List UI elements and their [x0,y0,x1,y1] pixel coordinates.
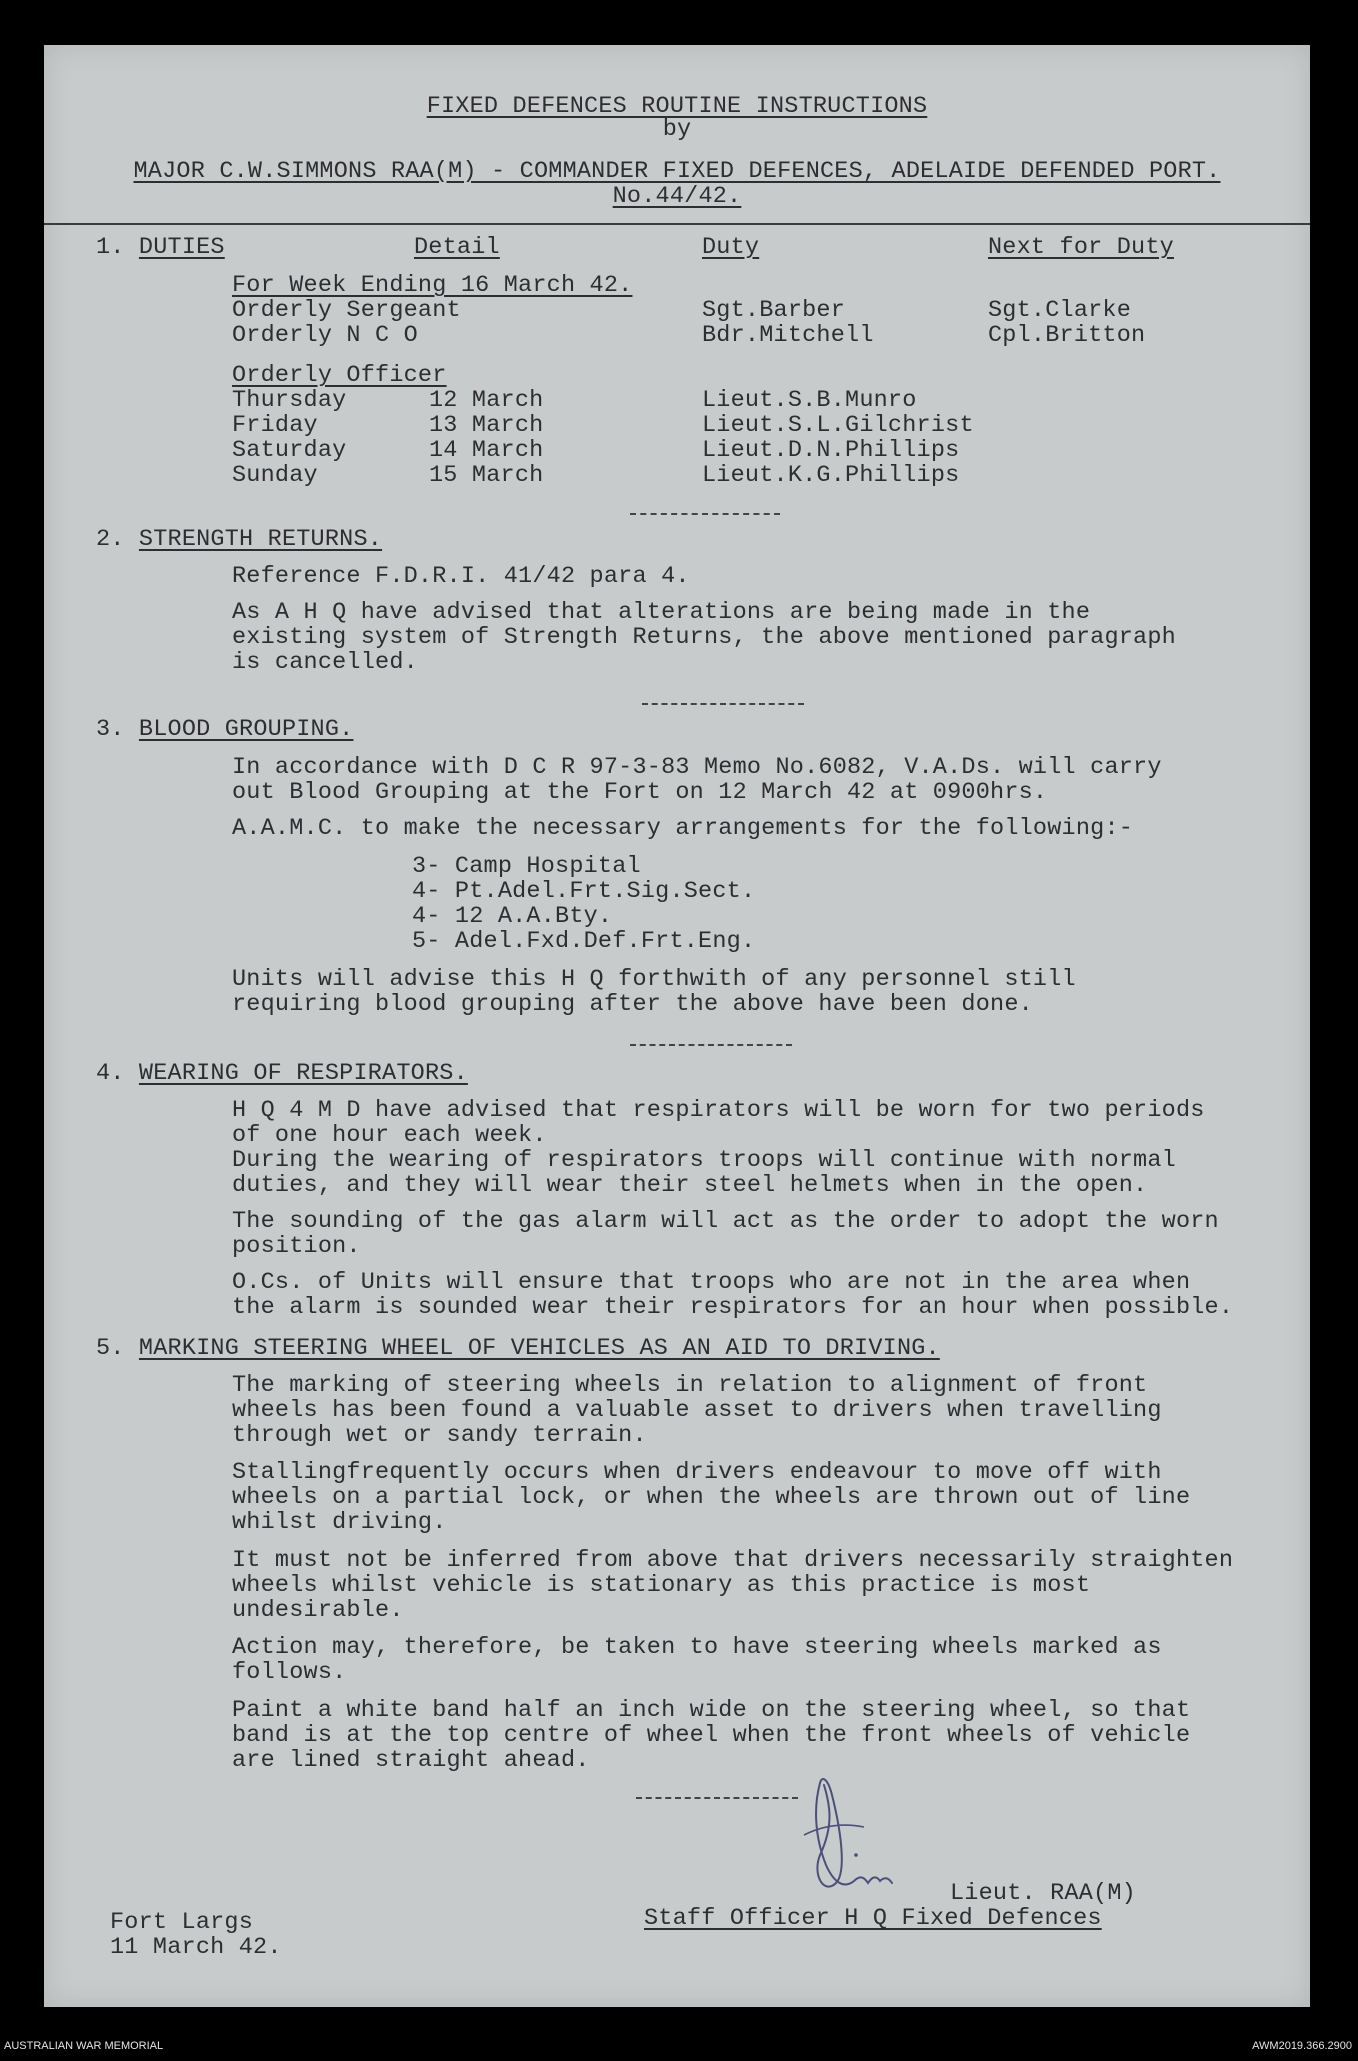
place-of-issue: Fort Largs [110,1909,254,1936]
steering-paragraph-line: band is at the top centre of wheel when the front wheels of vehicle [232,1722,1191,1749]
header-rule [44,223,1310,225]
officer-date: 13 March [429,412,544,439]
steering-paragraph-line: Action may, therefore, be taken to have steering wheels marked as [232,1634,1162,1661]
steering-paragraph-line: undesirable. [232,1597,404,1624]
section-separator [642,703,804,705]
strength-paragraph-line: is cancelled. [232,649,418,676]
section-separator [636,1797,798,1799]
steering-paragraph-line: follows. [232,1659,347,1686]
steering-paragraph-line: Paint a white band half an inch wide on the steering wheel, so that [232,1697,1191,1724]
blood-list-item: 3- Camp Hospital [412,853,641,880]
column-header-detail: Detail [414,234,500,261]
respirators-paragraph-line: O.Cs. of Units will ensure that troops who are not in the area when [232,1269,1191,1296]
officer-date: 14 March [429,437,544,464]
officer-date: 12 March [429,387,544,414]
respirators-paragraph-line: During the wearing of respirators troops will continue with normal [232,1147,1176,1174]
section-heading-respirators: 4. WEARING OF RESPIRATORS. [96,1060,468,1087]
archive-credit: AUSTRALIAN WAR MEMORIAL [4,2040,164,2052]
date-of-issue: 11 March 42. [110,1934,282,1961]
officer-day: Thursday [232,387,347,414]
signatory-rank: Lieut. RAA(M) [950,1880,1136,1907]
document-number: No.44/42. [612,183,742,210]
column-header-duty: Duty [702,234,760,261]
officer-name: Lieut.K.G.Phillips [702,462,960,489]
blood-list-item: 4- Pt.Adel.Frt.Sig.Sect. [412,878,756,905]
officer-day: Saturday [232,437,347,464]
blood-paragraph-line: requiring blood grouping after the above have been done. [232,991,1033,1018]
section-heading-duties: 1. DUTIES [96,234,225,261]
duties-heading-text: DUTIES [138,234,225,261]
officer-day: Sunday [232,462,318,489]
document-author: MAJOR C.W.SIMMONS RAA(M) - COMMANDER FIXED DEFENCES, ADELAIDE DEFENDED PORT. [133,158,1221,185]
blood-paragraph-line: Units will advise this H Q forthwith of any personnel still [232,966,1076,993]
respirators-paragraph-line: the alarm is sounded wear their respirators for an hour when possible. [232,1294,1234,1321]
section-heading-blood: 3. BLOOD GROUPING. [96,716,354,743]
respirators-paragraph-line: of one hour each week. [232,1122,547,1149]
officer-name: Lieut.S.L.Gilchrist [702,412,974,439]
duty-next: Sgt.Clarke [988,297,1132,324]
section-separator [630,513,780,515]
steering-paragraph-line: are lined straight ahead. [232,1747,590,1774]
steering-paragraph-line: The marking of steering wheels in relation to alignment of front [232,1372,1148,1399]
document-page [44,45,1310,2007]
column-header-next: Next for Duty [988,234,1174,261]
strength-paragraph-line: existing system of Strength Returns, the above mentioned paragraph [232,624,1176,651]
strength-paragraph-line: As A H Q have advised that alterations are being made in the [232,599,1091,626]
archive-reference: AWM2019.366.2900 [1252,2040,1352,2052]
section-heading-steering: 5. MARKING STEERING WHEEL OF VEHICLES AS AN AID TO DRIVING. [96,1335,940,1362]
handwritten-signature [784,1765,904,1915]
section-separator [630,1044,792,1046]
officer-date: 15 March [429,462,544,489]
steering-paragraph-line: Stallingfrequently occurs when drivers endeavour to move off with [232,1459,1162,1486]
duty-name: Sgt.Barber [702,297,846,324]
duty-detail: Orderly N C O [232,322,418,349]
document-by: by [662,116,692,143]
respirators-paragraph-line: position. [232,1233,361,1260]
blood-list-item: 4- 12 A.A.Bty. [412,903,613,930]
officer-name: Lieut.S.B.Munro [702,387,917,414]
document-title: FIXED DEFENCES ROUTINE INSTRUCTIONS [426,93,928,120]
steering-paragraph-line: wheels on a partial lock, or when the wheels are thrown out of line [232,1484,1191,1511]
blood-arrangements: A.A.M.C. to make the necessary arrangements for the following:- [232,815,1134,842]
signatory-office: Staff Officer H Q Fixed Defences [644,1905,1102,1932]
steering-paragraph-line: through wet or sandy terrain. [232,1422,647,1449]
respirators-paragraph-line: duties, and they will wear their steel helmets when in the open. [232,1172,1148,1199]
steering-paragraph-line: wheels whilst vehicle is stationary as this practice is most [232,1572,1091,1599]
steering-paragraph-line: It must not be inferred from above that drivers necessarily straighten [232,1547,1234,1574]
officer-name: Lieut.D.N.Phillips [702,437,960,464]
respirators-paragraph-line: H Q 4 M D have advised that respirators will be worn for two periods [232,1097,1205,1124]
respirators-paragraph-line: The sounding of the gas alarm will act as the order to adopt the worn [232,1208,1219,1235]
orderly-officer-heading: Orderly Officer [232,362,447,389]
duty-name: Bdr.Mitchell [702,322,874,349]
blood-paragraph-line: out Blood Grouping at the Fort on 12 March 42 at 0900hrs. [232,779,1048,806]
week-ending: For Week Ending 16 March 42. [232,272,633,299]
blood-list-item: 5- Adel.Fxd.Def.Frt.Eng. [412,928,756,955]
duty-detail: Orderly Sergeant [232,297,461,324]
blood-paragraph-line: In accordance with D C R 97-3-83 Memo No.6082, V.A.Ds. will carry [232,754,1162,781]
duty-next: Cpl.Britton [988,322,1146,349]
strength-reference: Reference F.D.R.I. 41/42 para 4. [232,563,690,590]
steering-paragraph-line: wheels has been found a valuable asset to drivers when travelling [232,1397,1162,1424]
steering-paragraph-line: whilst driving. [232,1509,447,1536]
section-heading-strength: 2. STRENGTH RETURNS. [96,526,383,553]
officer-day: Friday [232,412,318,439]
